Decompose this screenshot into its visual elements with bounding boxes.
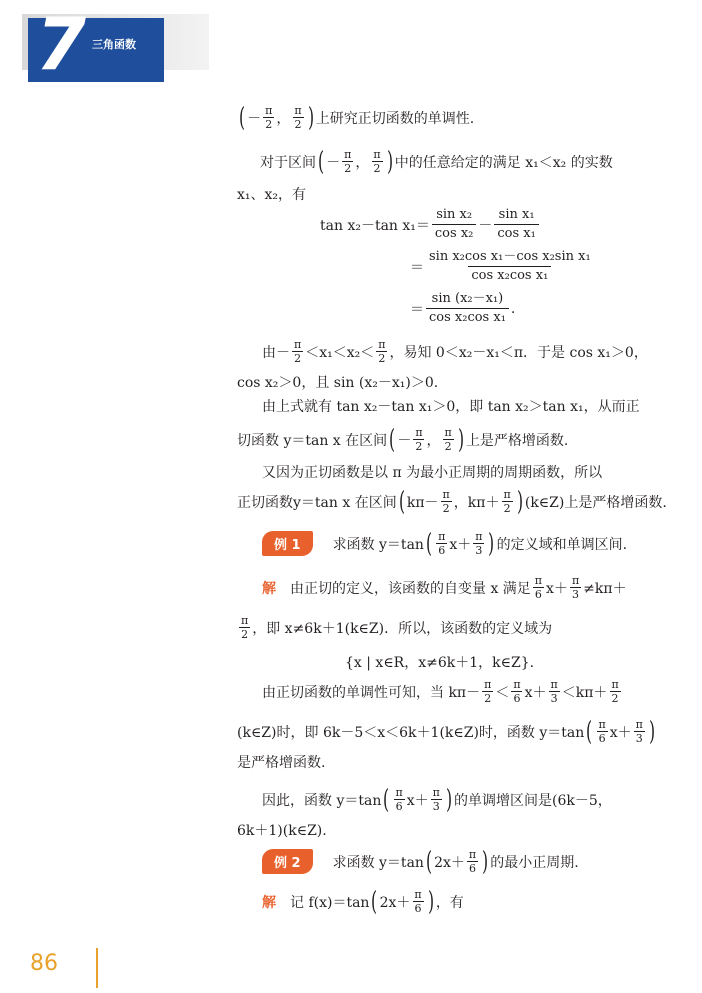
line-8: 又因为正切函数是以 π 为最小正周期的周期函数，所以	[262, 465, 603, 481]
solution-1-line-4: 由正切函数的单调性可知，当 kπ－ $\frac{\pi}{2}$ ＜ $\frac{\pi}{6}$ x＋ $\frac{\pi}{3}$ ＜kπ＋ $\frac{\pi}{2}$	[262, 678, 619, 705]
solution-2-label: 解	[262, 894, 276, 911]
chapter-title: 三角函数	[92, 38, 136, 51]
equation-2: ＝ $\frac{\text{sin x₂cos x₁－cos x₂sin x₁}}{\text{cos x₂cos x₁}}$	[410, 249, 591, 283]
solution-1-line-6: 是严格增函数.	[237, 755, 326, 771]
example-1: 例 1 求函数 y＝tan ( $\frac{\pi}{6}$ x＋ $\frac{\pi}{3}$ ) 的定义域和单调区间.	[262, 530, 627, 557]
line-5: cos x₂＞0，且 sin (x₂－x₁)＞0.	[237, 375, 439, 391]
line-9: 正切函数y＝tan x 在区间 ( kπ－ $\frac{\pi}{2}$ ， kπ＋ $\frac{\pi}{2}$ ) (k∈Z)上是严格增函数.	[237, 486, 667, 517]
solution-1-line-8: 6k＋1)(k∈Z).	[237, 823, 327, 839]
paren-right: )	[307, 102, 314, 133]
line-2: 对于区间 ( － $\frac{\pi}{2}$ ， $\frac{\pi}{2}$ ) 中的任意给定的满足 x₁＜x₂ 的实数	[260, 146, 613, 177]
line-7: 切函数 y＝tan x 在区间 ( － $\frac{\pi}{2}$ ， $\frac{\pi}{2}$ ) 上是严格增函数.	[237, 424, 569, 455]
domain-set: {x | x∈R，x≠6k＋1，k∈Z}.	[345, 655, 535, 671]
solution-1-line-2: $\frac{\pi}{2}$ ，即 x≠6k＋1(k∈Z)．所以，该函数的定义域为	[241, 614, 553, 641]
page-number-divider	[96, 948, 98, 988]
example-2: 例 2 求函数 y＝tan ( 2x＋ $\frac{\pi}{6}$ ) 的最小正周期.	[262, 848, 579, 875]
line-1: ( － $\frac{\pi}{2}$ ， $\frac{\pi}{2}$ ) 上研究正切函数的单调性.	[239, 102, 475, 133]
line-4: 由－ $\frac{\pi}{2}$ ＜x₁＜x₂＜ $\frac{\pi}{2}$ ，易知 0＜x₂－x₁＜π．于是 cos x₁＞0，	[262, 338, 648, 365]
solution-1-line-1: 解 由正切的定义，该函数的自变量 x 满足 $\frac{\pi}{6}$ x＋ $\frac{\pi}{3}$ ≠kπ＋	[262, 574, 627, 601]
solution-1-line-7: 因此，函数 y＝tan ( $\frac{\pi}{6}$ x＋ $\frac{\pi}{3}$ ) 的单调增区间是(6k－5，	[262, 784, 612, 815]
equation-3: ＝ $\frac{\text{sin (x₂－x₁)}}{\text{cos x₂cos x₁}}$ .	[410, 291, 516, 325]
example-2-badge: 例 2	[262, 849, 313, 874]
fraction: $\frac{\pi}{2}$	[265, 104, 273, 131]
example-1-badge: 例 1	[262, 531, 313, 556]
line-3: x₁、x₂，有	[237, 187, 307, 203]
page-number: 86	[30, 951, 58, 976]
line-6: 由上式就有 tan x₂－tan x₁＞0，即 tan x₂＞tan x₁，从而正	[262, 399, 640, 415]
solution-2-line-1: 解 记 f(x)＝tan ( 2x＋ $\frac{\pi}{6}$ ) ，有	[262, 886, 464, 917]
solution-1-line-5: (k∈Z)时，即 6k－5＜x＜6k＋1(k∈Z)时，函数 y＝tan ( $\frac{\pi}{6}$ x＋ $\frac{\pi}{3}$ )	[237, 716, 655, 747]
solution-label: 解	[262, 580, 276, 597]
equation-1: tan x₂－tan x₁＝ $\frac{\text{sin x₂}}{\text{cos x₂}}$ － $\frac{\text{sin x₁}}{\text{cos x₁}}$	[320, 206, 541, 243]
chapter-number: 7	[36, 2, 87, 86]
fraction: $\frac{\pi}{2}$	[294, 104, 302, 131]
paren-left: (	[239, 102, 246, 133]
